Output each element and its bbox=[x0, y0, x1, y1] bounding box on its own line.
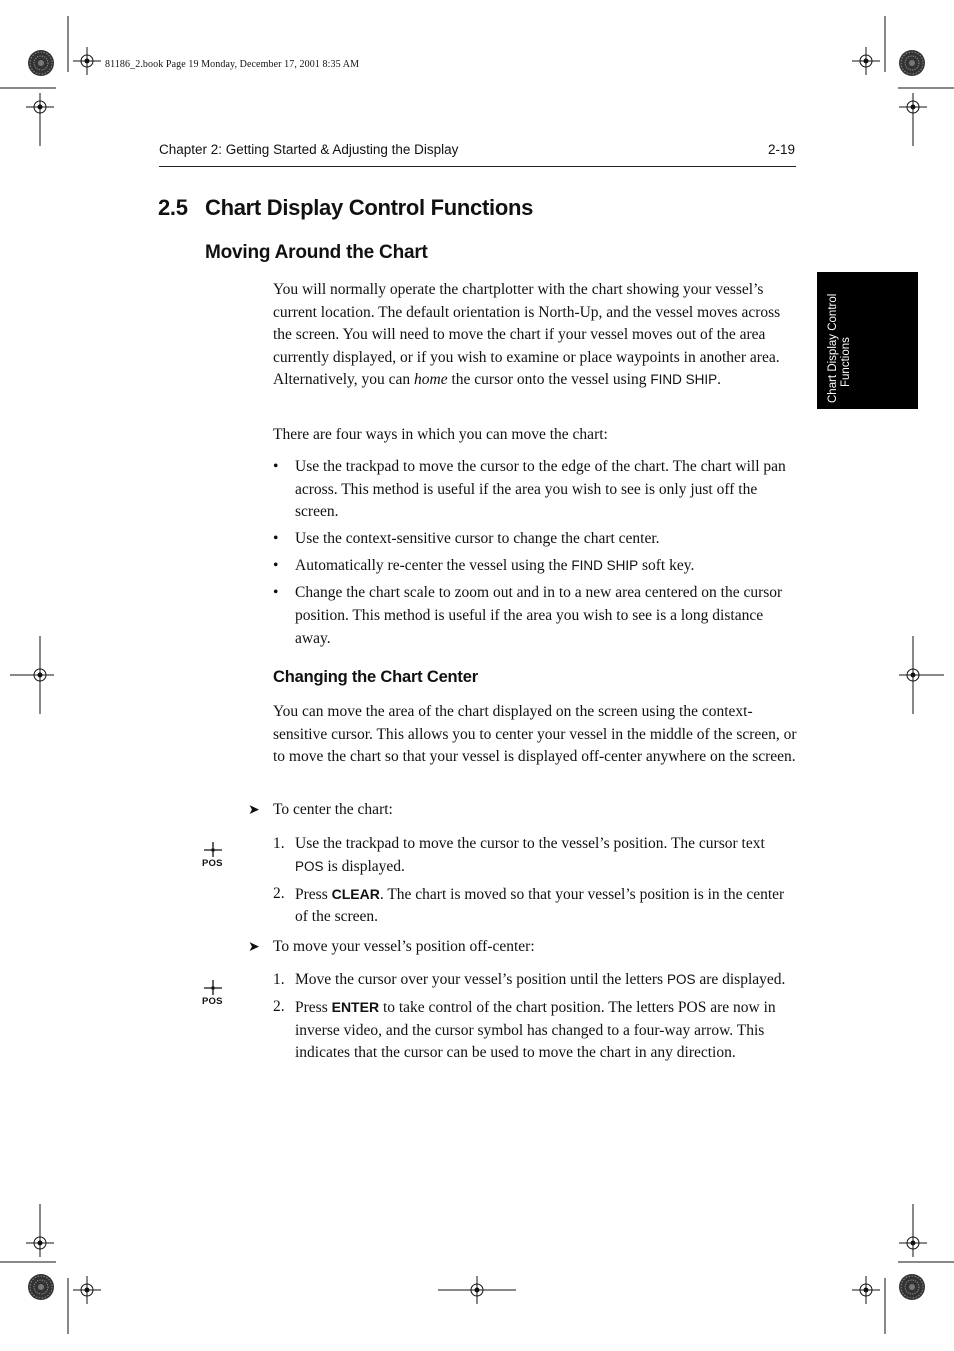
bullet-text: Use the context-sensitive cursor to change the chart center. bbox=[295, 530, 660, 548]
procedure-title-text: To move your vessel’s position off-center: bbox=[273, 938, 535, 955]
intro-text-1: You will normally operate the chartplotter with the chart showing your vessel’s current location. The default orientation is North-Up, and the vessel moves across the screen. You will need to move the chart if your vessel moves out of the area currently displayed, or if you wish to examine or place waypoints in another area. Alternatively, you can bbox=[273, 281, 781, 389]
registration-mark-icon bbox=[899, 1229, 927, 1257]
step-number: 2. bbox=[273, 998, 285, 1016]
side-tab-line-1: Chart Display Control bbox=[827, 293, 839, 403]
registration-mark-icon bbox=[463, 1276, 491, 1304]
arrow-icon: ➤ bbox=[248, 802, 260, 818]
starburst-target-icon bbox=[899, 50, 925, 76]
subheading-moving: Moving Around the Chart bbox=[205, 242, 428, 263]
procedure-2-steps bbox=[273, 969, 797, 1069]
pos-label: POS bbox=[666, 972, 696, 987]
registration-mark-icon bbox=[26, 1229, 54, 1257]
intro-paragraph bbox=[273, 279, 797, 392]
enter-key: ENTER bbox=[331, 999, 380, 1016]
step-text: Press bbox=[295, 999, 332, 1017]
list-item bbox=[273, 555, 797, 578]
intro-text-2: the cursor onto the vessel using bbox=[447, 371, 651, 389]
side-tab-line-2: Functions bbox=[840, 337, 852, 387]
ways-intro: There are four ways in which you can move the chart: bbox=[273, 426, 608, 443]
step-item bbox=[273, 833, 797, 878]
find-ship-softkey: FIND SHIP bbox=[650, 372, 718, 388]
running-header-chapter: Chapter 2: Getting Started & Adjusting the Display bbox=[159, 142, 459, 157]
step-text: Use the trackpad to move the cursor to the vessel’s position. The cursor text bbox=[295, 835, 765, 852]
cursor-pos-label: POS bbox=[202, 996, 223, 1007]
step-number: 1. bbox=[273, 835, 285, 852]
pos-label: POS bbox=[295, 858, 324, 874]
registration-mark-icon bbox=[852, 47, 880, 75]
step-number: 1. bbox=[273, 971, 285, 988]
step-text: . The chart is moved so that your vessel’s position is in the center of the screen. bbox=[295, 885, 785, 926]
bullet-mark: • bbox=[273, 458, 279, 475]
header-rule bbox=[159, 166, 796, 167]
cursor-pos-icon bbox=[201, 841, 227, 871]
procedure-1-title bbox=[248, 799, 393, 821]
list-item bbox=[273, 528, 797, 551]
registration-mark-icon bbox=[852, 1276, 880, 1304]
step-text: Move the cursor over your vessel’s position until the letters bbox=[295, 971, 667, 988]
starburst-target-icon bbox=[899, 1274, 925, 1300]
subheading-changing-center: Changing the Chart Center bbox=[273, 668, 478, 686]
registration-mark-icon bbox=[26, 93, 54, 121]
center-paragraph: You can move the area of the chart displayed on the screen using the context-sensitive cursor. This allows you to center your vessel in the middle of the screen, or to move the chart so that your vessel is displayed off-center anywhere on the screen. bbox=[273, 703, 797, 766]
bullet-text: Automatically re-center the vessel using the bbox=[295, 557, 572, 575]
starburst-target-icon bbox=[28, 50, 54, 76]
bullet-mark: • bbox=[273, 584, 279, 602]
step-item bbox=[273, 883, 797, 929]
step-number: 2. bbox=[273, 884, 285, 902]
clear-key: CLEAR bbox=[331, 885, 380, 902]
cursor-pos-label: POS bbox=[202, 858, 223, 869]
registration-mark-icon bbox=[26, 661, 54, 689]
step-text: Press bbox=[295, 885, 332, 903]
list-item bbox=[273, 582, 797, 650]
step-text: are displayed. bbox=[695, 971, 786, 988]
ways-list bbox=[273, 456, 797, 655]
section-title: Chart Display Control Functions bbox=[205, 195, 534, 220]
list-item bbox=[273, 456, 797, 524]
bullet-text: Change the chart scale to zoom out and in to a new area centered on the cursor position. This method is useful if the area you wish to see is a long distance away. bbox=[295, 584, 783, 647]
cursor-pos-icon bbox=[201, 979, 227, 1009]
arrow-icon: ➤ bbox=[248, 939, 260, 955]
starburst-target-icon bbox=[28, 1274, 54, 1300]
page-number: 2-19 bbox=[767, 142, 795, 157]
section-heading bbox=[158, 195, 533, 221]
step-item bbox=[273, 969, 797, 992]
find-ship-softkey: FIND SHIP bbox=[571, 558, 639, 574]
side-thumb-tab bbox=[817, 272, 918, 409]
bullet-text: soft key. bbox=[638, 557, 695, 575]
procedure-title-text: To center the chart: bbox=[273, 801, 393, 818]
procedure-1-steps bbox=[273, 833, 797, 933]
intro-emphasis: home bbox=[414, 371, 448, 389]
registration-mark-icon bbox=[73, 47, 101, 75]
registration-mark-icon bbox=[73, 1276, 101, 1304]
step-item bbox=[273, 996, 797, 1065]
print-info: 81186_2.book Page 19 Monday, December 17, 2001 8:35 AM bbox=[105, 59, 360, 70]
side-tab-label bbox=[827, 294, 853, 403]
bullet-mark: • bbox=[273, 530, 279, 548]
bullet-text: Use the trackpad to move the cursor to the edge of the chart. The chart will pan across. This method is useful if the area you wish to see is only just off the screen. bbox=[295, 458, 786, 521]
registration-mark-icon bbox=[899, 93, 927, 121]
step-text: is displayed. bbox=[323, 857, 405, 875]
intro-text-3: . bbox=[717, 371, 722, 389]
step-text: to take control of the chart position. The letters POS are now in inverse video, and the cursor symbol has changed to a four-way arrow. This indicates that the cursor can be used to move the chart in any direction. bbox=[295, 999, 776, 1062]
procedure-2-title bbox=[248, 936, 535, 958]
bullet-mark: • bbox=[273, 557, 279, 575]
section-number: 2.5 bbox=[158, 195, 188, 220]
registration-mark-icon bbox=[899, 661, 927, 689]
